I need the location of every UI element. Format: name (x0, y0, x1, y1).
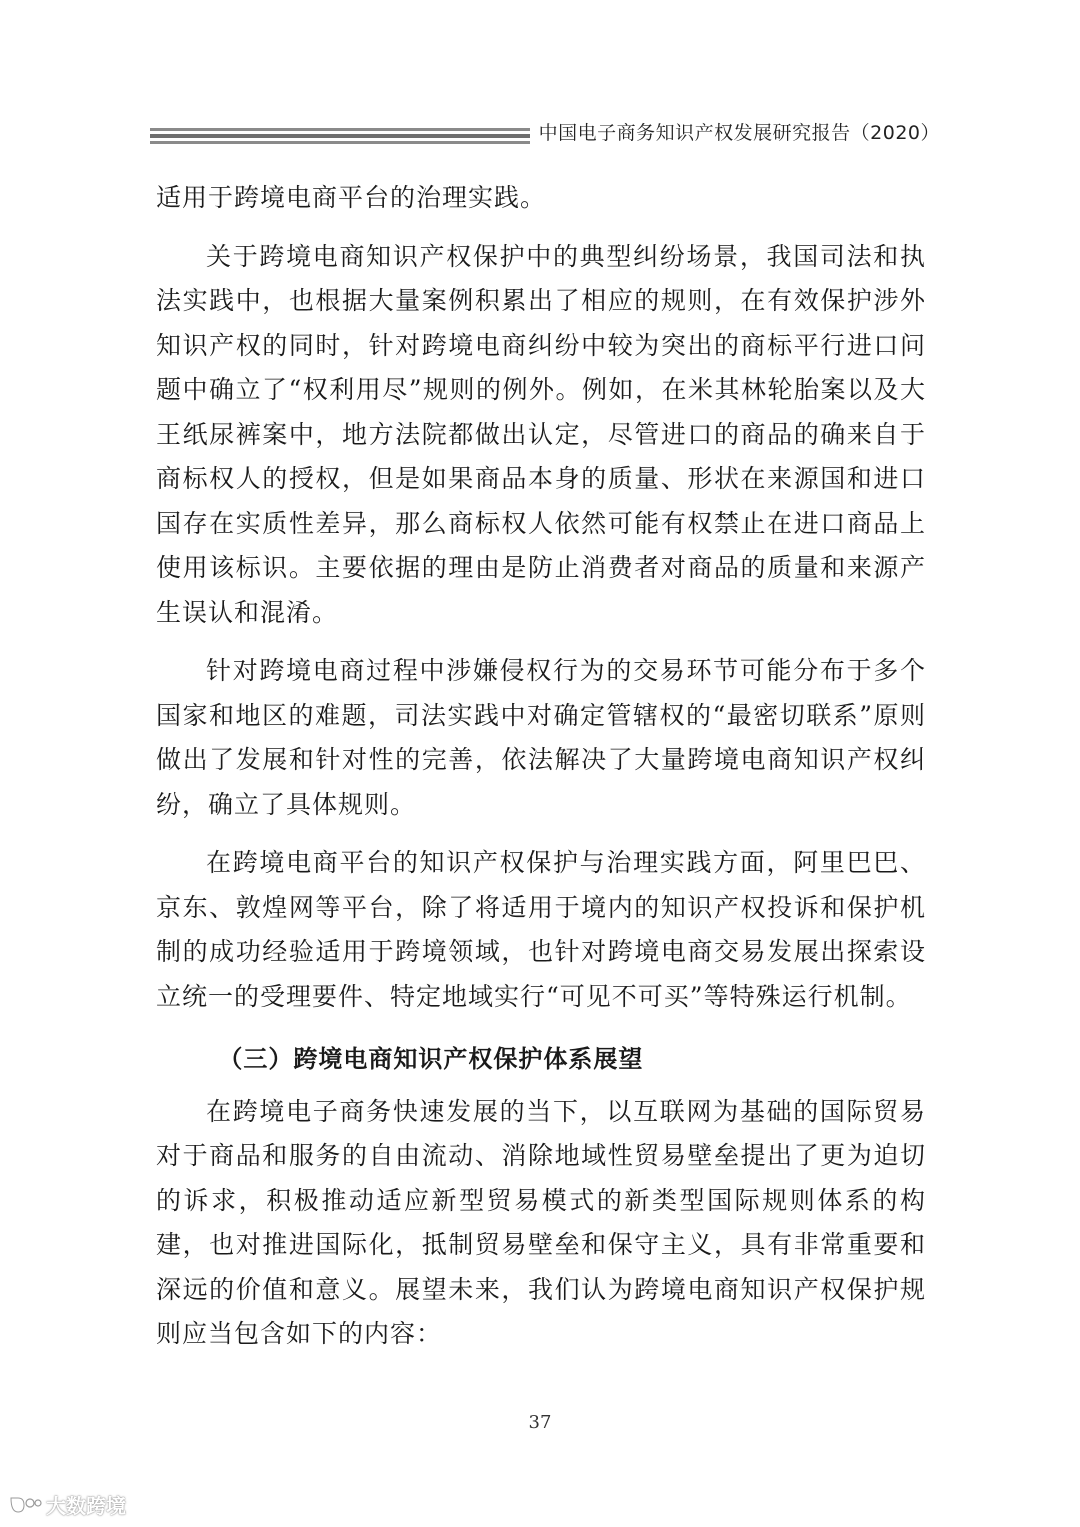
header-rule-line (150, 134, 530, 138)
page-number: 37 (528, 1412, 552, 1433)
paragraph-outlook: 在跨境电子商务快速发展的当下，以互联网为基础的国际贸易对于商品和服务的自由流动、消除地域性贸易壁垒提出了更为迫切的诉求，积极推动适应新型贸易模式的新类型国际规则体系的构建，也对推进国际化，抵制贸易壁垒和保守主义，具有非常重要和深远的价值和意义。展望未来，我们认为跨境电商知识产权保护规则应当包含如下的内容： (156, 1096, 926, 1348)
section-heading: （三）跨境电商知识产权保护体系展望 (218, 1045, 644, 1073)
watermark (8, 1490, 126, 1519)
paragraph-typical-disputes: 关于跨境电商知识产权保护中的典型纠纷场景，我国司法和执法实践中，也根据大量案例积累出了相应的规则，在有效保护涉外知识产权的同时，针对跨境电商纠纷中较为突出的商标平行进口问题中确立了“权利用尽”规则的例外。例如，在米其林轮胎案以及大王纸尿裤案中，地方法院都做出认定，尽管进口的商品的确来自于商标权人的授权，但是如果商品本身的质量、形状在来源国和进口国存在实质性差异，那么商标权人依然可能有权禁止在进口商品上使用该标识。主要依据的理由是防止消费者对商品的质量和来源产生误认和混淆。 (156, 241, 926, 627)
brand-logo-icon (8, 1494, 42, 1516)
header-rule-line (150, 141, 530, 144)
paragraph-platform-practice: 在跨境电商平台的知识产权保护与治理实践方面，阿里巴巴、京东、敦煌网等平台，除了将适用于境内的知识产权投诉和保护机制的成功经验适用于跨境领域，也针对跨境电商交易发展出探索设立统一的受理要件、特定地域实行“可见不可买”等特殊运行机制。 (156, 848, 926, 1011)
header-rule (150, 128, 530, 147)
watermark-text: 大数跨境 (46, 1494, 126, 1518)
paragraph-continuation: 适用于跨境电商平台的治理实践。 (156, 183, 547, 212)
header-rule-line (150, 128, 530, 131)
paragraph-jurisdiction: 针对跨境电商过程中涉嫌侵权行为的交易环节可能分布于多个国家和地区的难题，司法实践中对确定管辖权的“最密切联系”原则做出了发展和针对性的完善，依法解决了大量跨境电商知识产权纠纷，确立了具体规则。 (156, 656, 926, 819)
running-header-title: 中国电子商务知识产权发展研究报告（2020） (538, 122, 940, 144)
body-text (156, 176, 926, 1357)
